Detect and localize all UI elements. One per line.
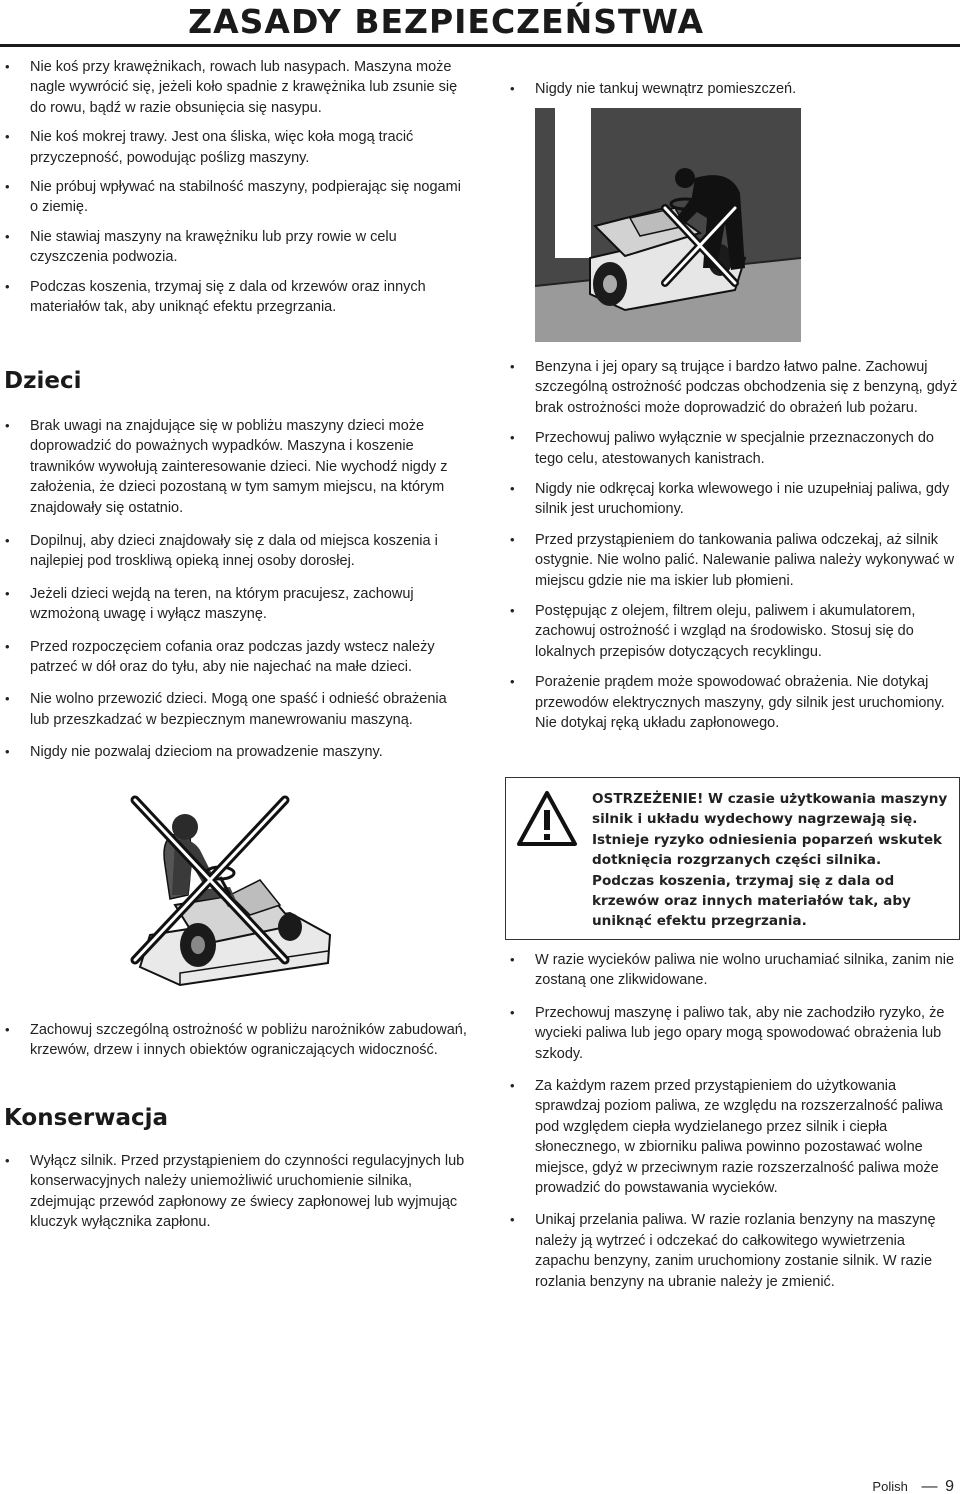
title-rule xyxy=(0,44,960,47)
list-item: • W razie wycieków paliwa nie wolno uruchamiać silnika, zanim nie zostaną one zlikwidowane. xyxy=(505,950,960,991)
list-item: • Przed przystąpieniem do tankowania paliwa odczekaj, aż silnik ostygnie. Nie wolno palić. Nalewanie paliwa należy wykonywać w miejscu gdzie nie ma iskier lub płomieni. xyxy=(505,530,960,591)
list-item: • Dopilnuj, aby dzieci znajdowały się z dala od miejsca koszenia i najlepiej pod troskliwą opieką innej osoby dorosłej. xyxy=(0,531,470,572)
list-item: • Unikaj przelania paliwa. W razie rozlania benzyny na maszynę należy ją wytrzeć i odczekać do całkowitego wywietrzenia zapachu benzyny, zanim uruchomiony zostanie silnik. W razie rozlania benzyny na ubranie należy je zmienić. xyxy=(505,1210,960,1292)
list-item: • Postępując z olejem, filtrem oleju, paliwem i akumulatorem, zachowuj ostrożność i wzgląd na środowisko. Stosuj się do lokalnych przepisów dotyczących recyklingu. xyxy=(505,601,960,662)
bullet-list-children xyxy=(0,416,470,763)
warning-box xyxy=(505,777,960,940)
bullet-list-leaks xyxy=(505,950,960,1292)
list-item: • Jeżeli dzieci wejdą na teren, na którym pracujesz, zachowuj wzmożoną uwagę i wyłącz maszynę. xyxy=(0,584,470,625)
bullet-list-maintenance xyxy=(0,1151,470,1233)
list-item: • Porażenie prądem może spowodować obrażenia. Nie dotykaj przewodów elektrycznych maszyny, gdy silnik jest uruchomiony. Nie dotykaj ręką układu zapłonowego. xyxy=(505,672,960,733)
list-item: • Za każdym razem przed przystąpieniem do użytkowania sprawdzaj poziom paliwa, ze względu na rozszerzalność paliwa pod względem ciepła wydzielanego przez silnik i ciepła słonecznego, w zbiorniku paliwa powinno pozostawać wolne miejsce, gdyż w przeciwnym razie rozszerzalność paliwa może prowadzić do powstawania wycieków. xyxy=(505,1076,960,1198)
footer-separator: — xyxy=(921,1478,938,1494)
indoor-refueling-prohibited-illustration xyxy=(535,108,801,342)
warning-triangle-icon xyxy=(516,790,578,848)
section-heading-maintenance: Konserwacja xyxy=(4,1105,169,1131)
list-item: • Przechowuj maszynę i paliwo tak, aby nie zachodziło ryzyko, że wycieki paliwa lub jego opary mogą spowodować obrażenia lub szkody. xyxy=(505,1003,960,1064)
list-item: • Brak uwagi na znajdujące się w pobliżu maszyny dzieci może doprowadzić do poważnych wypadków. Maszyna i koszenie trawników wywołują zainteresowanie dzieci. Nie wychodź nigdy z założenia, że dzieci pozostaną w tym samym miejscu, na którym znajdowały się ostatnio. xyxy=(0,416,470,518)
list-item: • Nie stawiaj maszyny na krawężniku lub przy rowie w celu czyszczenia podwozia. xyxy=(0,227,470,268)
page-title: ZASADY BEZPIECZEŃSTWA xyxy=(188,2,704,41)
list-item: • Przechowuj paliwo wyłącznie w specjalnie przeznaczonych do tego celu, atestowanych kanistrach. xyxy=(505,428,960,469)
list-item: • Nie koś przy krawężnikach, rowach lub nasypach. Maszyna może nagle wywrócić się, jeżeli koło spadnie z krawężnika lub zsunie się do rowu, bądź w razie obsunięcia się nasypu. xyxy=(0,57,470,118)
bullet-list-mowing xyxy=(0,57,470,317)
list-item: • Zachowuj szczególną ostrożność w pobliżu narożników zabudowań, krzewów, drzew i innych obiektów ograniczających widoczność. xyxy=(0,1020,470,1061)
list-item: • Wyłącz silnik. Przed przystąpieniem do czynności regulacyjnych lub konserwacyjnych należy uniemożliwić uruchomienie silnika, zdejmując przewód zapłonowy ze świecy zapłonowej lub wyjmując kluczyk wyłącznika zapłonu. xyxy=(0,1151,470,1233)
list-item: • Nigdy nie odkręcaj korka wlewowego i nie uzupełniaj paliwa, gdy silnik jest uruchomiony. xyxy=(505,479,960,520)
bullet-list-corners xyxy=(0,1020,470,1061)
child-driving-mower-prohibited-illustration xyxy=(80,795,380,995)
bullet-list-fuel xyxy=(505,357,960,734)
list-item: • Podczas koszenia, trzymaj się z dala od krzewów oraz innych materiałów tak, aby uniknąć efektu przegrzania. xyxy=(0,277,470,318)
list-item: • Nie próbuj wpływać na stabilność maszyny, podpierając się nogami o ziemię. xyxy=(0,177,470,218)
list-item: • Nie wolno przewozić dzieci. Mogą one spaść i odnieść obrażenia lub przeszkadzać w bezpiecznym manewrowaniu maszyną. xyxy=(0,689,470,730)
list-item: • Nigdy nie pozwalaj dzieciom na prowadzenie maszyny. xyxy=(0,742,470,762)
list-item: • Benzyna i jej opary są trujące i bardzo łatwo palne. Zachowuj szczególną ostrożność podczas obchodzenia się z benzyną, gdyż brak ostrożności może doprowadzić do obrażeń lub pożaru. xyxy=(505,357,960,418)
footer-language: Polish xyxy=(872,1479,908,1494)
section-heading-children: Dzieci xyxy=(4,368,82,394)
page-footer xyxy=(872,1478,954,1494)
list-item: • Nigdy nie tankuj wewnątrz pomieszczeń. xyxy=(505,79,960,99)
footer-page-number: 9 xyxy=(945,1478,954,1494)
list-item: • Nie koś mokrej trawy. Jest ona śliska, więc koła mogą tracić przyczepność, powodując poślizg maszyny. xyxy=(0,127,470,168)
bullet-list-refuel-indoors xyxy=(505,79,960,99)
warning-text: OSTRZEŻENIE! W czasie użytkowania maszyny silnik i układu wydechowy nagrzewają się. Istnieje ryzyko odniesienia poparzeń wskutek dotknięcia rozgrzanych części silnika. Podczas koszenia, trzymaj się z dala od krzewów oraz innych materiałów tak, aby uniknąć efektu przegrzania. xyxy=(592,791,948,930)
list-item: • Przed rozpoczęciem cofania oraz podczas jazdy wstecz należy patrzeć w dół oraz do tyłu, aby nie najechać na małe dzieci. xyxy=(0,637,470,678)
